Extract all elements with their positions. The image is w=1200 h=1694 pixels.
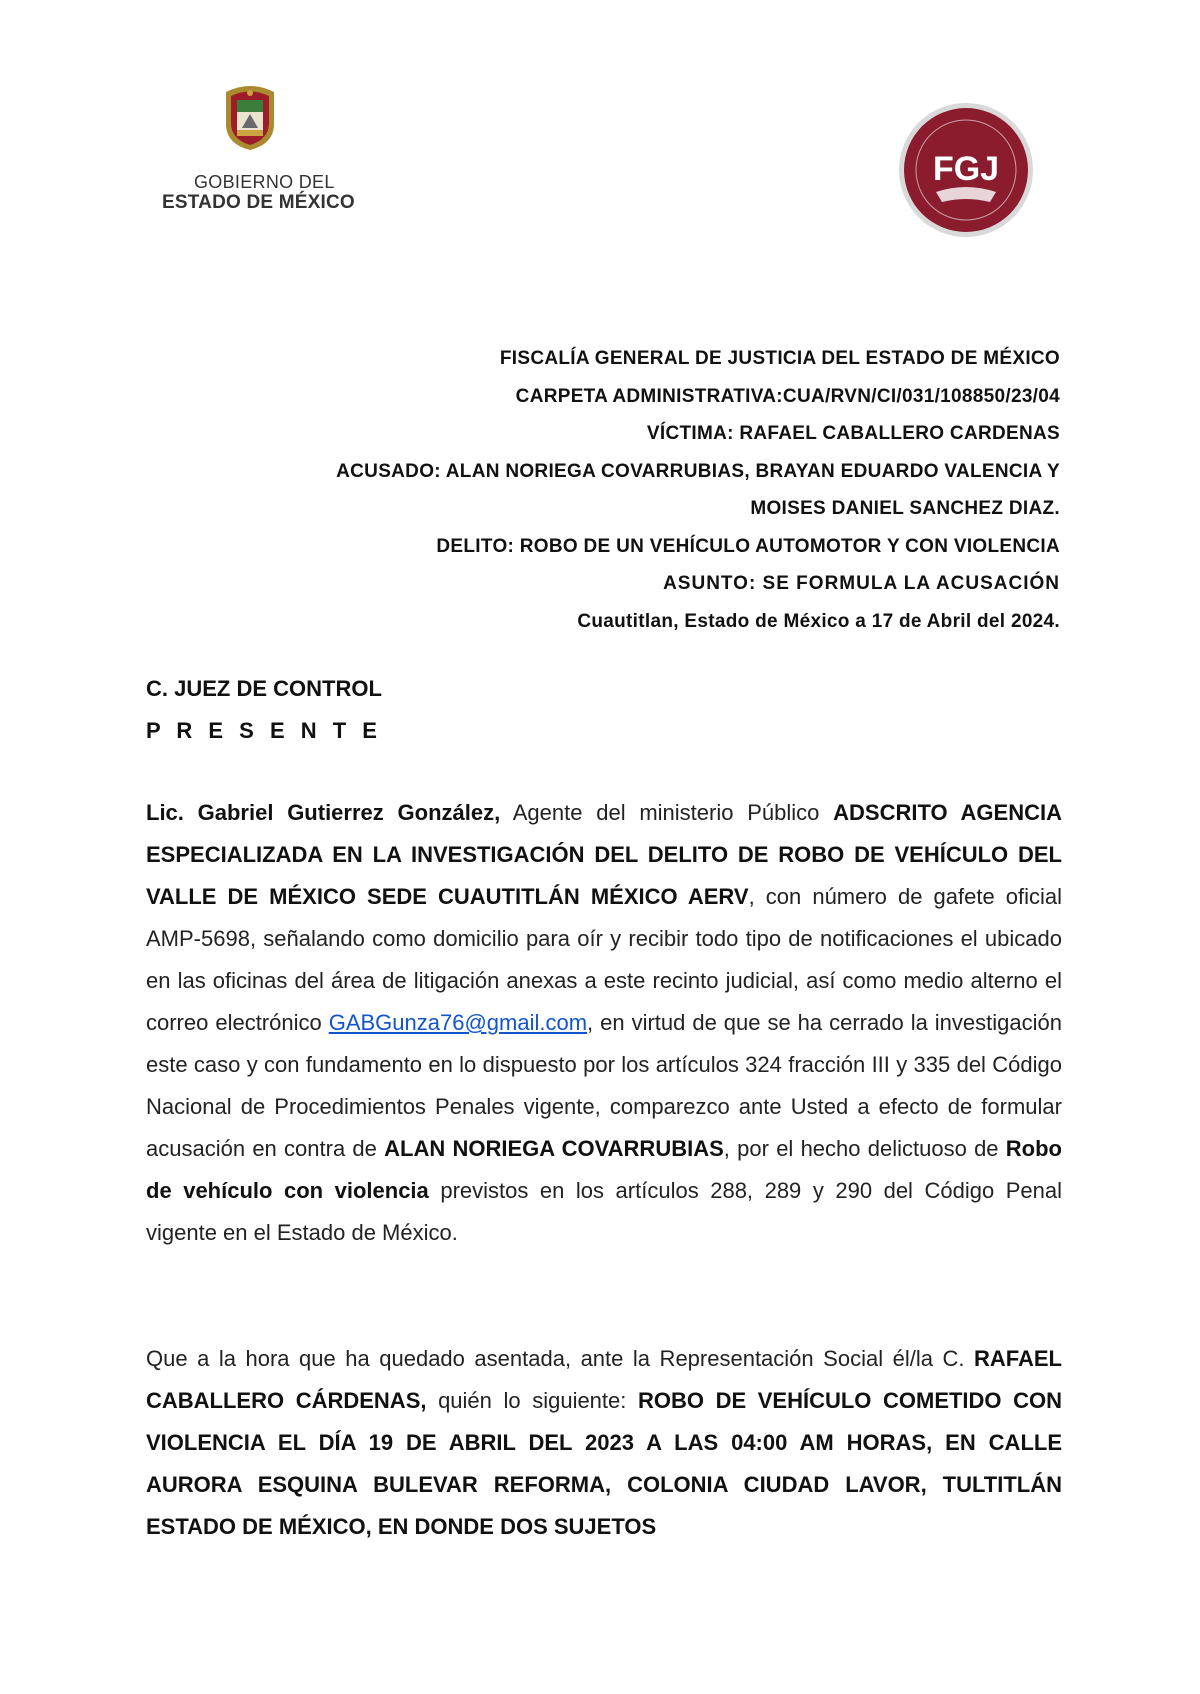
header-subject: ASUNTO: SE FORMULA LA ACUSACIÓN xyxy=(663,573,1060,594)
header-victim: VÍCTIMA: RAFAEL CABALLERO CARDENAS xyxy=(646,423,1060,444)
header-accused: ACUSADO: ALAN NORIEGA COVARRUBIAS, BRAYAN EDUARDO VALENCIA Y xyxy=(336,460,1060,482)
addressee-judge: C. JUEZ DE CONTROL xyxy=(146,676,382,701)
crime-name: Robo de vehículo con violencia xyxy=(146,1136,1062,1203)
fgj-seal-logo xyxy=(898,102,1034,238)
email-link[interactable]: GABGunza76@gmail.com xyxy=(328,1010,588,1035)
fgj-text: FGJ xyxy=(932,150,1000,188)
p1-text-3: , en virtud de que se ha cerrado la investigación este caso y con fundamento en lo dispuesto por los artículos 324 fracción III y 335 del Código Nacional de Procedimientos Penales vigente, comparezco ante Usted a efecto de formular acusación en contra de xyxy=(146,1010,1062,1161)
gobierno-estado-mexico-logo xyxy=(150,84,355,224)
header-folder: CARPETA ADMINISTRATIVA:CUA/RVN/CI/031/108850/23/04 xyxy=(515,385,1060,407)
accused-name: ALAN NORIEGA COVARRUBIAS xyxy=(384,1136,724,1161)
header-place-date: Cuautitlan, Estado de México a 17 de Abril del 2024. xyxy=(577,610,1060,632)
header-crime: DELITO: ROBO DE UN VEHÍCULO AUTOMOTOR Y CON VIOLENCIA xyxy=(436,535,1060,557)
estado-mexico-crest-icon xyxy=(220,84,280,152)
addressee-presente: P R E S E N T E xyxy=(146,718,382,743)
p2-text-1: Que a la hora que ha quedado asentada, ante la Representación Social él/la C. xyxy=(146,1346,974,1371)
p2-text-2: quién lo siguiente: xyxy=(426,1388,638,1413)
p1-text-2: , con número de gafete oficial AMP-5698, señalando como domicilio para oír y recibir todo tipo de notificaciones el ubicado en las oficinas del área de litigación anexas a este recinto judicial, así como medio alterno el correo electrónico xyxy=(146,884,1063,1035)
agent-name: Lic. Gabriel Gutierrez González, xyxy=(146,800,501,825)
header-accused-cont: MOISES DANIEL SANCHEZ DIAZ. xyxy=(750,498,1060,519)
logo-text-line2: ESTADO DE MÉXICO xyxy=(162,192,355,213)
addressee-block xyxy=(146,668,382,752)
facts-description: ROBO DE VEHÍCULO COMETIDO CON VIOLENCIA EL DÍA 19 DE ABRIL DEL 2023 A LAS 04:00 AM HORAS, EN CALLE AURORA ESQUINA BULEVAR REFORMA, COLONIA CIUDAD LAVOR, TULTITLÁN ESTADO DE MÉXICO, EN DONDE DOS SUJETOS xyxy=(146,1388,1063,1539)
header-institution: FISCALÍA GENERAL DE JUSTICIA DEL ESTADO DE MÉXICO xyxy=(499,348,1060,369)
paragraph-facts xyxy=(146,1338,1062,1548)
agency-name: ADSCRITO AGENCIA ESPECIALIZADA EN LA INVESTIGACIÓN DEL DELITO DE ROBO DE VEHÍCULO DEL VALLE DE MÉXICO SEDE CUAUTITLÁN MÉXICO AERV xyxy=(146,800,1062,909)
logo-text-line1: GOBIERNO DEL xyxy=(194,172,335,192)
p1-text-1: Agente del ministerio Público xyxy=(500,800,834,825)
p1-text-5: previstos en los artículos 288, 289 y 290 del Código Penal vigente en el Estado de México. xyxy=(146,1178,1062,1245)
document-header xyxy=(140,340,1060,640)
victim-name: RAFAEL CABALLERO CÁRDENAS, xyxy=(146,1346,1062,1413)
p1-text-4: , por el hecho delictuoso de xyxy=(723,1136,1006,1161)
paragraph-introduction xyxy=(146,792,1062,1254)
